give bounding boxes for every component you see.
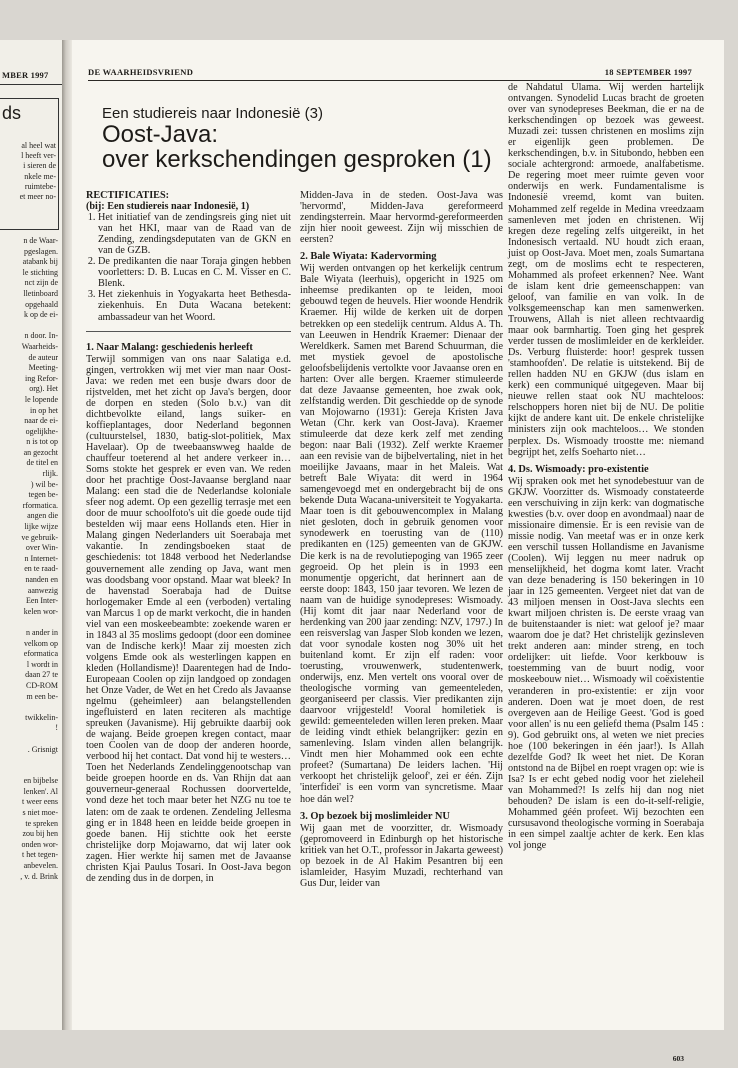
column-2-lead-text: Midden-Java in de steden. Oost-Java was 'hervormd', Midden-Java gereformeerd zendingsterrein. Maar hervormd-gereformeerden zijn hier nooit geweest. Zijn wij misschien de eersten? [300,190,503,246]
left-page-text-line: n door. In- [24,331,58,341]
left-page-text-line: over Win- [25,543,58,553]
left-page-text-line: en te raad- [24,564,58,574]
left-page-text-line: kelen wor- [23,606,58,616]
page-number: 603 [672,1054,684,1063]
left-page-text-line: t het tegen- [22,850,58,860]
section-4-heading: 4. Ds. Wismoady: pro-existentie [508,463,649,475]
left-page-text-line: ) wil be- [30,479,58,489]
left-page-text-line: aanwezig [27,585,58,595]
left-box-text [2,141,56,202]
left-page-text-line: eformatica [23,649,58,659]
left-page-text-line: atabank bij [22,257,58,267]
left-page-text-line [2,617,58,628]
left-page-text-line: anbevelen. [23,861,58,871]
rectificatie-item: 3. Het ziekenhuis in Yogyakarta heet Bethesda-ziekenhuis. En Duta Wacana betekent: ambassadeur van het Woord. [98,289,291,322]
left-page-text-line: s niet moe- [22,808,58,818]
rectificaties-list [86,212,291,322]
section-2-heading: 2. Bale Wiyata: Kadervorming [300,251,437,263]
left-page-text-line: Een Inter- [25,596,58,606]
left-page-text-line: lijke wijze [24,522,58,532]
right-page [72,40,724,1063]
left-page-text-line [2,755,58,766]
left-page-text-line: t weer eens [22,797,58,807]
section-divider [86,331,291,332]
section-1-heading: 1. Naar Malang: geschiedenis herleeft [86,341,253,353]
left-page-text-line: le lopende [24,394,58,404]
left-page-text-line [2,766,58,777]
running-head-date: 18 SEPTEMBER 1997 [604,67,692,77]
left-page-text-line [2,734,58,745]
left-page-text-line: nanden en [25,575,58,584]
section-2-text: Wij werden ontvangen op het kerkelijk centrum Bale Wiyata (leerhuis), opgericht in 1925 om inheemse predikanten op te leiden, mooi gebouwd tegen de heuvels. Hier woonde Hendrik Kraemer. Hij wilde de kerken uit de dorpen betrekken op een stedelijk centrum. Aldus A. Th. van Leeuwen in Hendrik Kraemer: Dienaar der Wereldkerk. Samen met Barend Schuurman, die met mystiek gevoel de apostolische geloofsbelijdenis vertolkte voor Javaanse oren en harten: Over alle bergen. Kraemer stimuleerde dat deze Javaanse gemeenten, hoe zwak ook, zelfstandig werden. Dit geschiedde op de synode van Mojowarno (1931): Gereja Kristen Java Wetan (Chr. kerk van Oost-Java). Kraemer stimuleerde dat deze kerk zelf met zending begon: naar Bali (1932). Zelf werkte Kraemer aan een revisie van de bijbelvertaling, niet in het moeilijke Javaans, maar in het Maleis. Wat betreft Bale Wiyata: dit werd in 1964 samengevoegd met en ondergebracht bij de ons bekende Duta Wacana-universiteit te Yogyakarta. Maar toen is dit gebouwencomplex in Malang niet gesloten, doch in gebruik genomen voor synodewerk en toerusting van de (110) predikanten en (125) gemeenten van de GKJW. Die kerk is na de revolutiepoging van 1965 zeer gegroeid. Op het plein is in 1993 een monumentje opgericht, dat herinnert aan de eerste doop: 1843, 150 jaar tevoren. We lezen de naam van de huidige synodepreses: Wismoady. (Hij komt dit jaar naar Nederland voor de herdenking van 200 jaar zending: NZV, 1797.) In een reisverslag van Jasper Slob konden we lezen, dat voor synodale kosten nog 30% uit het buitenland komt. Er zijn elf raden: voor toerusting, vrouwenwerk, studentenwerk, onderwijs, enz. Men vertelt ons vooral over de theologische vorming van gemeenteleden, georganiseerd per classis. Vier predikanten zijn daarvoor vrijgesteld! Vooral homiletiek is gewild: gemeenteleden willen leren preken. Maar de leiding vindt ethiek belangrijker: gezin en samenleving. Islam vinden allen belangrijk. Vindt men hier Mohammed ook een echte profeet? (Sumartana) De leiders lachen. 'Hij verkoopt het christelijk geloof', zei er één. Zijn 'interfidei' is een vorm van syncretisme. Maar hoe dán wel? [300,263,503,805]
left-page-fragment [0,40,62,1030]
article-kicker: Een studiereis naar Indonesië (3) [102,105,323,122]
left-page-text-line: zou bij hen [22,829,58,839]
left-running-head: MBER 1997 [2,70,49,80]
left-page-text-line: de titel en [26,458,58,468]
left-page-text-line: , v. d. Brink [20,871,58,881]
left-page-text-line: rlijk. [42,469,58,479]
left-page-text-line: n de Waar- [23,236,58,245]
left-page-text-line: angen die [27,511,58,521]
left-head-rule [0,84,62,85]
left-page-text-line: nkele me- [24,171,56,181]
section-3-heading: 3. Op bezoek bij moslimleider NU [300,810,450,822]
left-page-text-line: velkom op [24,638,58,648]
rectificaties-subheading: (bij: Een studiereis naar Indonesië, 1) [86,201,250,213]
left-page-text-line: Waarheids- [21,341,58,351]
rectificatie-item: 2. De predikanten die naar Toraja gingen hebben voorletters: D. B. Lucas en C. M. Visser en C. Blenk. [98,256,291,289]
left-page-text-line: . Grisnigt [27,744,58,754]
left-page-text-line: en bijbelse [23,776,58,786]
left-page-text-line: n ander in [26,627,58,637]
left-page-text-line: ve gebruik- [21,532,58,542]
column-2 [300,190,503,889]
left-page-text-line: naar de ei- [24,416,58,426]
left-column-text [2,236,58,882]
left-page-text-line: al heel wat [21,141,56,150]
left-page-text-line: twikkelin- [25,712,58,722]
left-box-heading: ds [2,103,22,123]
left-page-text-line: org). Het [29,384,58,394]
left-page-text-line: ing Refor- [25,373,58,383]
left-page-text-line: i sieren de [23,161,56,171]
left-page-text-line: ogelijkhe- [25,426,58,436]
left-page-text-line: l wordt in [26,659,58,669]
section-1-text: Terwijl sommigen van ons naar Salatiga e.d. gingen, vertrokken wij met vier man naar Oost-Java: we reden met een busje dwars door de rijstvelden, met het zicht op Java's bergen, door de dorpen en steden (Solo b.v.) van dit dichtbevolkte eiland, langs suiker- en koffieplantages, door Nederland begonnen (cultuurstelsel, 1830, batig-slot-politiek, Max Havelaar). Op de tweebaanswweg haalde de chauffeur toeterend al het andere verkeer in… Soms stokte het gesprek er even van. We reden door het prachtige Oost-Javaanse bergland naar Malang: een stad die de Nederlandse koloniale sfeer nog ademt. Op een gezellig terrasje met een door de muur schoolfoto's uit die goede oude tijd bestelden wij maar eens Hollands eten. Hier in Malang gingen Nederlanders uit Soerabaja met vakantie. In zendingsboeken staat de geschiedenis: tot 1848 verbood het Nederlandse gouvernement alle zending op Java, want men was doodsbang voor opstand. Maar wat bleek? In de havenstad Soerabaja had de Duitse horlogemaker Emde al een (verboden) vertaling van Marcus 1 op de markt verkocht, die in handen viel van een moskeebeambte: zoekende waren er in 1843 al 35 moslims gedoopt (door een dominee van de Indische kerk)! Maar zij moesten zich volgens Emde ook als westerlingen kappen en kleden (Hollandisme)! Daarentegen had de Indo-Europeaan Coolen op zijn landgoed op zondagen het Onze Vader, de Wet en het Credo als Javaanse ngelmu (geheimleer) aan belangstellenden ingefluisterd en laten reciteren als machtige spreuken (Javanisme). Hij gebruikte daarbij ook de wajang. Beide groepen kregen contact, maar toen Coolen van de doop der anderen hoorde, verbood hij het contact. Dat vond hij te westers… Toen het Nederlands Zendelinggenootschap van beide groepen hoorde en ds. Van Rhijn dat aan gouverneur-generaal Rochussen doorvertelde, vond deze het toch maar beter het NZG nu toe te laten: om de zaak te ordenen. Zendeling Jellesma ging er in 1848 heen en leidde beide groepen in goede banen. Hij stichtte ook het eerste christelijke dorp Mojawarno, dat wij later ook zagen. Hier werkte hij samen met de Javaanse christen Kjai Paulus Tosari. In Oost-Java begon de zending dus in de dorpen, in [86,353,291,884]
article-title-line1: Oost-Java: [102,121,219,148]
left-page-text-line: et meer no- [19,192,56,202]
left-page-text-line: an gezocht [23,447,58,457]
article-title-line2: over kerkschendingen gesproken (1) [102,146,492,173]
left-page-text-line: rformatica. [22,500,58,510]
left-page-text-line: l heeft ver- [21,151,56,161]
book-gutter [62,40,72,1030]
running-head-left: DE WAARHEIDSVRIEND [88,67,194,77]
left-page-text-line: n is tot op [26,437,58,447]
column-1 [86,190,291,884]
left-page-text-line: n Internet- [24,553,58,563]
left-sidebar-box [0,98,59,230]
left-page-text-line: Meeting- [28,363,58,373]
left-page-text-line: ! [55,723,58,733]
column-3-lead-text: de Nahdatul Ulama. Wij werden hartelijk ontvangen. Synodelid Lucas bracht de groeten over van synodepreses Beekman, die er na de kerkschendingen op bezoek was geweest. Muzadi zei: tussen christenen en moslims zijn er eigenlijk geen problemen. De kerkschendingen, b.v. in Situbondo, hebben een sociale achtergrond: armoede, analfabetisme. De regering moet meer ruimte geven voor onderwijs en werk. Fundamentalisme is Indonesië vreemd, komt van buiten. Mohammed zelf regelde in Medina vreedzaam samenleven met joden en christenen. Wij kregen deze regeling zelfs uitgereikt, in het Indonesisch vertaald. NU houdt zich eraan, juist op Oost-Java. Moet men, zoals Sumartana zegt, om de moslims echt te respecteren, Mohammed als profeet erkennen? Nee. Want de islam kent drie gemeenschappen: van geloof, van familie en van volk. In de volksgemeenschap kan men samenwerken. Trouwens, Allah is niet alleen rechtvaardig maar ook barmhartig. Toen ging het gesprek verder tussen de moslimleider en de kerkleider. Ds. Verburg fluisterde: hoor! gesprek tussen 'stamhoofden'. De relatie is uitstekend. Bij de rellen hadden NU en GKJW (dus islam en kerk) een communiqué uitgegeven. Maar bij nieuwe rellen staat ook NU machteloos: relschoppers horen niet bij de NU. De politie kijkt de andere kant uit. De enkele christelijke ministers zijn ook machteloos… We stonden perplex. Ds. Wismoady troostte me: niemand begrijpt het, zelfs Soeharto niet… [508,82,704,458]
left-page-text-line: daan 27 te [25,670,58,680]
left-page-text-line [2,702,58,713]
left-page-text-line: ruimtebe- [24,181,56,191]
header-rule [88,80,692,81]
left-page-text-line: in op het [30,405,58,415]
left-page-text-line: m een be- [26,691,58,701]
rectificaties-heading: RECTIFICATIES: [86,190,170,201]
left-page-text-line [2,321,58,332]
left-page-text-line: k op de ei- [24,310,58,320]
left-page-text-line: le stichting [22,267,58,277]
left-page-text-line: tegen be- [28,490,58,500]
left-page-text-line: onden wor- [21,839,58,849]
section-4-text: Wij spraken ook met het synodebestuur van de GKJW. Voorzitter ds. Wismoady constateerde een verschuiving in zijn kerk: van dogmatische kwesties (b.v. over doop en avondmaal) naar de missionaire dimensie. Er is een revisie van de missie nodig. Van meetaf was er in onze kerk een verschil tussen Hollandisme en Javanisme (Coolen). Wij leggen nu meer nadruk op menselijkheid, het dogma komt later. Vracht van deze benadering is 150 bekeringen in 10 jaar in 125 gemeenten. Vergeet niet dat van de 43 miljoen mensen in Oost-Java slechts een kwart miljoen christen is. De eerste vraag van de buitenstaander is niet: wat geloof je? maar waarom doe je dat? Het christelijk gezinsleven trekt anderen aan: minder streng, en toch ordelijker: uit liefde. Voor kerkbouw is toestemming van de buurt nodig, voor moskeebouw niet… Wismoady wil coëxistentie veranderen in pro-existentie: er zijn voor anderen. Doen wat je moet doen, de rest overgeven aan de Heilige Geest. 'God is goed voor allen' is nu een geliefd thema (Psalm 145 : 9). God gebruikt ons, al weten we niet precies hoe (100 bekeringen in één jaar!). Is Allah dezelfde God? Ik weet het niet. De Koran ontstond na de Bijbel en roept vragen op: wie is Isa? Is er echt gebed nodig voor het zieleheil van Mohammed?! Is zelfs hij dan nog niet behouden? De islam is een do-it-self-religie, Mohammed géén profeet. Wij bezochten een cursusavond theologische vorming in Soerabaja in een simpel zaaltje achter de kerk. Een klas vol jonge [508,475,704,852]
left-page-text-line: lletinboard [23,288,58,298]
left-page-text-line: pgeslagen. [24,246,58,256]
left-page-text-line: te spreken [25,818,58,828]
rectificatie-item: 1. Het initiatief van de zendingsreis ging niet uit van het HKI, maar van de Raad van de Zending, zendingsdeputaten van de GKN en van de GZB. [98,212,291,256]
left-page-text-line: lenken'. Al [23,786,58,796]
left-page-text-line: nct zijn de [24,278,58,288]
left-page-text-line: CD-ROM [25,680,58,690]
column-3 [508,82,704,851]
left-page-text-line: de auteur [28,352,58,362]
left-page-text-line: opgehaald [25,299,58,309]
section-3-text: Wij gaan met de voorzitter, dr. Wismoady (gepromoveerd in Edinburgh op het historische kritiek van het O.T., professor in Jakarta geweest) op bezoek in de Al Hakim Pesantren bij een islamleider, Hasyim Muzadi, rechterhand van Gus Dur, leider van [300,822,503,889]
